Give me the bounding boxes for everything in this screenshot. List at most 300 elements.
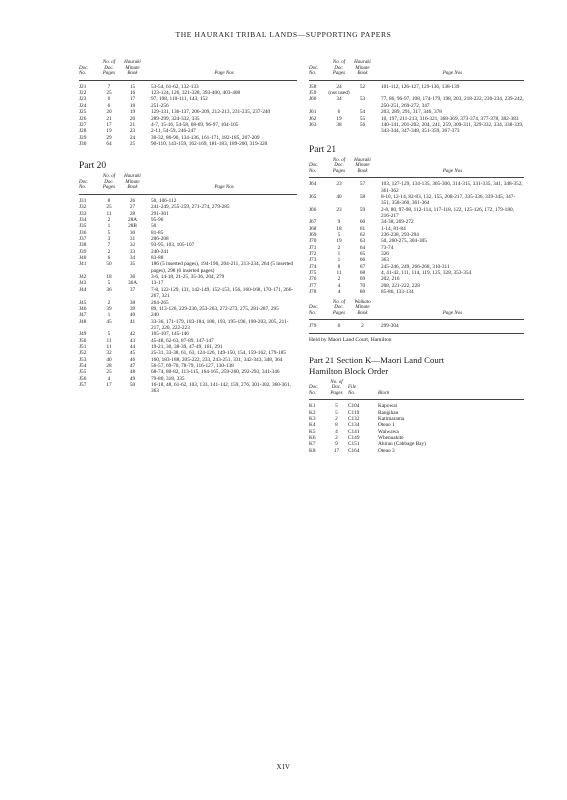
table-header [79, 60, 297, 78]
minute-book-cell: 21 [129, 121, 136, 128]
page-nos-cell: 2-11, 54-59, 246-247 [151, 128, 196, 135]
pages-cell: 19 [336, 238, 342, 245]
page-nos-cell: 208, 221-222, 228 [381, 282, 420, 289]
pages-cell: 40 [336, 194, 342, 200]
minute-book-cell: 80 [359, 289, 366, 296]
minute-book-cell: 18 [129, 102, 136, 109]
doc-no-cell: K3 [309, 416, 316, 423]
pages-cell: 19 [106, 128, 112, 135]
page-nos-cell: 206-208 [151, 236, 169, 243]
doc-no-cell: J73 [309, 257, 317, 264]
part-21-table [309, 181, 524, 295]
pages-cell: 17 [106, 381, 112, 388]
page-nos-cell: 3-6, 14-18, 21-25, 35-36, 204, 279 [151, 274, 225, 281]
page-nos-cell: 34-38, 269-272 [381, 219, 414, 226]
minute-book-cell: 59 [359, 206, 366, 213]
minute-book-cell: 23 [129, 128, 136, 135]
minute-book-cell: 50 [129, 381, 136, 388]
header-minute-book: Hauraki Minute Book [354, 157, 371, 174]
part-20-title: Part 20 [79, 161, 107, 172]
doc-no-cell: J45 [79, 299, 87, 306]
pages-cell: 5 [335, 403, 338, 410]
pages-cell: 2 [337, 276, 341, 283]
header-file-no: File No. [348, 385, 357, 396]
minute-book-cell: 40 [129, 312, 136, 319]
block-cell: Ahirau (Cabbage Bay) [378, 441, 426, 448]
minute-book-cell: 43 [129, 337, 136, 344]
file-no-cell: C151 [348, 441, 360, 448]
pages-cell: 34 [336, 96, 342, 103]
pages-cell: 5 [107, 229, 111, 236]
header-doc-no: Doc. No. [79, 65, 89, 77]
page-nos-cell: 8-10, 12-14, 82-83, 132, 155, 208-217, 335-336, 339-345, 347-351, 358-360, 361-364 [381, 194, 516, 207]
doc-no-cell: K4 [309, 422, 316, 429]
file-no-cell: C141 [348, 428, 360, 435]
table-row [79, 382, 297, 395]
doc-no-cell: J25 [79, 109, 87, 116]
page-nos-cell: 81-85 [151, 229, 164, 236]
pages-cell: 6 [337, 323, 341, 330]
doc-no-cell: J68 [309, 225, 317, 232]
right-top-table [309, 84, 524, 135]
page-nos-cell: 16-18, 48, 61-62, 103, 133, 141-142, 159, 276, 301-302, 360-361, 363 [151, 381, 291, 395]
header-page-nos: Page Nos [214, 185, 234, 191]
part-21-title: Part 21 [309, 144, 337, 155]
doc-no-cell: J58 [309, 83, 317, 90]
pages-cell: 6 [107, 96, 111, 103]
pages-cell: 21 [106, 115, 112, 122]
page-nos-cell: 19-21, 30, 38-39, 47-49, 161, 291 [151, 343, 223, 350]
doc-no-cell: J31 [79, 198, 87, 204]
page-nos-cell: 4, 41-42, 111, 114, 119, 125, 328, 353-354 [381, 270, 472, 277]
pages-cell: 3 [107, 236, 111, 243]
pages-cell: 5 [107, 280, 111, 287]
header-doc-no: Doc. No. [79, 179, 89, 191]
minute-book-cell: 70 [359, 282, 366, 289]
pages-cell: 9 [335, 441, 338, 448]
file-no-cell: C104 [348, 403, 360, 410]
page-nos-cell: 103, 127-129, 134-135, 305-306, 314-315, 331-335, 341, 348-352, 361-362 [381, 181, 523, 194]
block-cell: Rangihau [378, 409, 399, 416]
pages-cell: (not used) [328, 90, 350, 97]
minute-book-cell: 67 [359, 263, 366, 270]
block-cell: Whenuakite [378, 435, 404, 442]
doc-no-cell: J79 [309, 323, 317, 330]
doc-no-cell: J22 [79, 90, 87, 97]
left-top-table [79, 84, 297, 147]
file-no-cell: C134 [348, 422, 360, 429]
minute-book-cell: 66 [359, 257, 366, 264]
page-nos-cell: 83-88 [151, 255, 164, 262]
left-column [79, 60, 297, 395]
minute-book-cell: 16 [129, 90, 136, 97]
table-row [309, 96, 524, 109]
page-nos-cell: 7-8, 122-129, 131, 142-149, 152-153, 156, 160-168, 170-171, 266-267, 321 [151, 286, 294, 300]
minute-book-cell: 48 [129, 369, 136, 376]
pages-cell: 19 [336, 115, 342, 122]
doc-no-cell: J28 [79, 128, 87, 135]
doc-no-cell: J49 [79, 331, 87, 338]
minute-book-cell: 19 [129, 109, 136, 116]
table-row [79, 261, 297, 274]
doc-no-cell: J48 [79, 318, 87, 325]
doc-no-cell: K2 [309, 409, 316, 416]
minute-book-cell: 53 [359, 96, 366, 103]
minute-book-cell: 46 [129, 356, 136, 363]
pages-cell: 38 [336, 121, 342, 128]
minute-book-cell: 54 [359, 109, 366, 116]
doc-no-cell: J38 [79, 242, 87, 249]
doc-no-cell: J76 [309, 276, 317, 283]
doc-no-cell: J56 [79, 375, 87, 382]
page-nos-cell: 186 (5 inserted pages), 194-196, 204-211, 213-234, 264 (5 inserted pages), 298 (6 inserted pages) [151, 261, 294, 274]
doc-no-cell: J67 [309, 219, 317, 226]
doc-no-cell: J52 [79, 350, 87, 357]
table-row [309, 181, 524, 194]
pages-cell: 2 [107, 299, 111, 306]
minute-book-cell: 34 [129, 255, 136, 262]
header-pages: No. of Doc. Pages [332, 299, 346, 316]
doc-no-cell: J78 [309, 289, 317, 296]
part-20-table [79, 198, 297, 395]
pages-cell: 18 [336, 225, 342, 232]
minute-book-cell: 61 [359, 225, 366, 232]
doc-no-cell: J71 [309, 244, 317, 251]
header-doc-no: Doc. No. [309, 163, 319, 174]
page-nos-cell: 241-249, 255-259, 271-274, 279-285 [151, 204, 230, 211]
page-nos-cell: 236-238, 293-294 [381, 232, 419, 239]
pages-cell: 11 [336, 270, 342, 277]
pages-cell: 2 [337, 244, 341, 251]
pages-cell: 45 [106, 318, 112, 325]
doc-no-cell: J77 [309, 282, 317, 289]
minute-book-cell: 69 [359, 276, 366, 283]
pages-cell: 4 [107, 375, 111, 382]
minute-book-cell: 36 [129, 274, 136, 281]
pages-cell: 25 [106, 204, 112, 211]
doc-no-cell: J21 [79, 83, 87, 90]
page-number: XIV [276, 763, 291, 771]
page-nos-cell: 240-241 [151, 248, 169, 255]
minute-book-cell: 30 [129, 229, 136, 236]
header-page-nos: Page Nos [442, 71, 463, 77]
pages-cell: 8 [107, 198, 111, 204]
page-nos-cell: 85-86, 133-134 [381, 289, 414, 296]
table-row [79, 319, 297, 332]
page-nos-cell: 89, 113-126, 229-230, 253-263, 272-273, 275, 281-287, 295 [151, 305, 279, 312]
page-nos-cell: 93-95, 103, 105-107 [151, 242, 195, 249]
pages-cell: 24 [336, 83, 342, 90]
page-nos-cell: 50, 106-112 [151, 198, 177, 204]
pages-cell: 7 [107, 242, 111, 249]
page-nos-cell: 291-301 [151, 210, 169, 217]
minute-book-cell: 35 [129, 261, 136, 268]
page-nos-cell: 245-246, 249, 266-268, 310-311 [381, 263, 450, 270]
doc-no-cell: J34 [79, 217, 87, 224]
page-nos-cell: 101-112, 126-127, 129-136, 138-139 [381, 83, 460, 90]
minute-book-cell: 62 [359, 232, 366, 239]
page-nos-cell: 264-265 [151, 299, 169, 306]
page-nos-cell: 202, 216 [381, 276, 400, 283]
page-nos-cell: 50 [151, 223, 157, 230]
held-note: Held by Maori Land Court, Hamilton [309, 336, 392, 343]
pages-cell: 18 [106, 274, 112, 281]
doc-no-cell: J36 [79, 229, 87, 236]
page-nos-cell: 77, 86, 96-97, 108, 174-179, 198, 203, 218-222, 230-234, 239-242, 250-251, 269-272, 347 [381, 96, 524, 109]
header-pages: No. of Doc. Pages [102, 60, 116, 77]
minute-book-cell: 41 [129, 318, 136, 325]
page-nos-cell: 25-31, 33-38, 61, 63, 124-126, 149-150, 154, 159-162, 179-185 [151, 350, 287, 357]
pages-cell: 9 [337, 219, 341, 226]
header-rule [309, 80, 524, 81]
header-minute-book: Hauraki Minute Book [354, 60, 371, 77]
table-header-section-k [309, 380, 524, 398]
page-nos-cell: 105-107, 145-146 [151, 331, 189, 338]
doc-no-cell: J55 [79, 369, 87, 376]
pages-cell: 1 [337, 257, 341, 264]
header-minute-book: Hauraki Minute Book [124, 174, 141, 191]
doc-no-cell: J51 [79, 343, 87, 350]
header-rule [79, 80, 297, 81]
doc-no-cell: K8 [309, 447, 316, 454]
file-no-cell: C132 [348, 416, 360, 423]
minute-book-cell: 68 [359, 270, 366, 277]
page-nos-cell: 68-74, 80-82, 113-115, 164-165, 259-260, 292-293, 341-346 [151, 369, 280, 376]
page-nos-cell: 33-36, 171-179, 183-184, 188, 193, 195-196, 198-203, 205, 211-217, 220, 222-223 [151, 318, 289, 331]
block-cell: Waiwawa [378, 428, 399, 435]
doc-no-cell: J23 [79, 96, 87, 103]
page-nos-cell: 30-32, 86-90, 134-136, 161-171, 182-185, 207-209 [151, 134, 260, 141]
minute-book-cell: 52 [359, 83, 366, 90]
page-nos-cell: 326 [381, 251, 389, 258]
page-nos-cell: 97, 108, 110-111, 143, 152 [151, 96, 208, 103]
minute-book-cell: 47 [129, 362, 136, 369]
doc-no-cell: J62 [309, 115, 317, 122]
doc-no-cell: J70 [309, 238, 317, 245]
table-row [309, 194, 524, 207]
doc-no-cell: J27 [79, 121, 87, 128]
pages-cell: 32 [106, 350, 112, 357]
page-nos-cell: 140-141, 201-202, 204, 241, 259, 309-311, 329-332, 334, 338-339, 343-344, 347-348, 351-359, 367-373 [381, 121, 524, 135]
doc-no-cell: J40 [79, 255, 87, 262]
doc-no-cell: J46 [79, 305, 87, 312]
file-no-cell: C119 [348, 409, 360, 416]
doc-no-cell: J26 [79, 115, 87, 122]
header-pages: No. of Doc. Pages [330, 379, 343, 396]
header-doc-no: Doc. No. [309, 305, 319, 316]
doc-no-cell: J74 [309, 263, 317, 270]
minute-book-cell: 36A [127, 280, 138, 287]
minute-book-cell: 55 [359, 115, 366, 122]
header-page-nos: Page Nos [442, 310, 463, 316]
minute-book-cell: 56 [359, 121, 366, 128]
header-rule [309, 319, 524, 320]
block-cell: Katimarama [378, 416, 405, 423]
pages-cell: 8 [337, 263, 341, 270]
minute-book-cell: 31 [129, 236, 136, 243]
table-row [79, 141, 297, 147]
header-page-nos: Page Nos [442, 168, 463, 174]
doc-no-cell: J35 [79, 223, 87, 230]
page-nos-cell: 50, 260-275, 304-305 [381, 238, 427, 245]
header-pages: No. of Doc. Pages [332, 60, 346, 77]
waikato-table [309, 323, 524, 329]
pages-cell: 8 [335, 422, 338, 429]
page-nos-cell: 299-304 [381, 323, 399, 330]
pages-cell: 25 [106, 369, 112, 376]
pages-cell: 1 [107, 312, 111, 319]
header-page-nos: Page Nos [214, 71, 234, 77]
running-head: THE HAURAKI TRIBAL LANDS—SUPPORTING PAPERS [175, 30, 392, 39]
doc-no-cell: J32 [79, 204, 87, 211]
table-row [309, 207, 524, 220]
pages-cell: 2 [335, 435, 338, 442]
doc-no-cell: J63 [309, 121, 317, 128]
pages-cell: 4 [335, 428, 338, 435]
doc-no-cell: J64 [309, 181, 317, 188]
table-row [79, 287, 297, 300]
doc-no-cell: K7 [309, 441, 316, 448]
minute-book-cell: 49 [129, 375, 136, 382]
header-pages: No. of Doc. Pages [332, 157, 346, 174]
minute-book-cell: 20 [129, 115, 136, 122]
doc-no-cell: J72 [309, 251, 317, 258]
pages-cell: 17 [333, 447, 340, 454]
minute-book-cell: 32 [129, 242, 136, 249]
minute-book-cell: 39 [129, 305, 136, 312]
page-nos-cell: 160, 183-188, 205-222, 233, 243-251, 331, 342-343, 348, 364 [151, 356, 283, 363]
page-nos-cell: 240 [151, 312, 159, 319]
minute-book-cell: 38 [129, 299, 136, 306]
minute-book-cell: 33 [129, 248, 136, 255]
file-no-cell: C164 [348, 447, 360, 454]
pages-cell: 23 [336, 206, 342, 213]
page-nos-cell: 13-17 [151, 280, 164, 287]
note-rule [309, 333, 524, 334]
minute-book-cell: 25 [129, 140, 136, 147]
pages-cell: 25 [106, 90, 112, 97]
minute-book-cell: 64 [359, 244, 366, 251]
minute-book-cell: 15 [129, 83, 136, 90]
header-pages: No. of Doc. Pages [102, 174, 116, 191]
table-row [309, 448, 524, 454]
pages-cell: 29 [106, 134, 112, 141]
page-nos-cell: 2-8, 80, 97-98, 112-114, 117-118, 122, 125-126, 172, 179-180, 216-217 [381, 206, 514, 220]
pages-cell: 1 [337, 251, 341, 258]
doc-no-cell: J69 [309, 232, 317, 239]
header-waikato-minute-book: Waikato Minute Book [354, 299, 371, 316]
pages-cell: 5 [107, 331, 111, 338]
doc-no-cell: J33 [79, 210, 87, 217]
header-doc-no: Doc. No. [309, 65, 319, 77]
pages-cell: 40 [106, 356, 112, 363]
pages-cell: 50 [106, 261, 112, 268]
file-no-cell: C149 [348, 435, 360, 442]
pages-cell: 11 [106, 210, 112, 217]
page-nos-cell: 53-54, 61-62, 132-133 [151, 83, 199, 90]
page-nos-cell: 203, 289, 291, 317, 346, 378 [381, 109, 442, 116]
page-nos-cell: 90-110, 143-159, 162-169, 181-183, 189-200, 319-320 [151, 140, 268, 147]
pages-cell: 36 [106, 286, 112, 293]
pages-cell: 2 [335, 416, 338, 423]
doc-no-cell: K6 [309, 435, 316, 442]
pages-cell: 1 [107, 223, 111, 230]
section-k-table [309, 403, 524, 454]
page-nos-cell: 10, 197, 211-213, 316-321, 368-369, 373-374, 377-378, 382-383 [381, 115, 519, 122]
minute-book-cell: 28B [128, 223, 137, 230]
doc-no-cell: K1 [309, 403, 316, 410]
minute-book-cell: 42 [129, 331, 136, 338]
block-cell: Oteao 1 [378, 422, 395, 429]
doc-no-cell: J50 [79, 337, 87, 344]
table-row [309, 323, 524, 329]
doc-no-cell: J43 [79, 280, 87, 287]
pages-cell: 6 [107, 102, 111, 109]
table-row [309, 122, 524, 135]
right-column [309, 60, 524, 454]
doc-no-cell: J41 [79, 261, 87, 268]
minute-book-cell: 17 [129, 96, 136, 103]
page-nos-cell: 251-256 [151, 102, 169, 109]
pages-cell: 4 [337, 289, 341, 296]
page-nos-cell: 363 [381, 257, 389, 264]
doc-no-cell: J57 [79, 381, 87, 388]
pages-cell: 11 [106, 337, 112, 344]
pages-cell: 7 [107, 83, 111, 90]
doc-no-cell: J47 [79, 312, 87, 319]
pages-cell: 2 [107, 248, 111, 255]
pages-cell: 6 [107, 255, 111, 262]
doc-no-cell: J39 [79, 248, 87, 255]
doc-no-cell: J54 [79, 362, 87, 369]
header-minute-book: Hauraki Minute Book [124, 60, 141, 77]
minute-book-cell: 44 [129, 343, 136, 350]
pages-cell: 17 [106, 121, 112, 128]
page-nos-cell: 95-96 [151, 217, 164, 224]
pages-cell: 23 [336, 181, 342, 188]
header-doc-no: Doc. No. [309, 385, 319, 396]
doc-no-cell: J29 [79, 134, 87, 141]
table-row [309, 289, 524, 295]
doc-no-cell: K5 [309, 428, 316, 435]
doc-no-cell: J75 [309, 270, 317, 277]
page-nos-cell: 79-80, 318, 335 [151, 375, 185, 382]
doc-no-cell: J37 [79, 236, 87, 243]
header-rule [309, 177, 524, 178]
doc-no-cell: J60 [309, 96, 317, 103]
block-cell: Kapowai [378, 403, 398, 410]
minute-book-cell: 28 [129, 210, 136, 217]
doc-no-cell: J65 [309, 194, 317, 200]
header-block: Block [378, 390, 390, 396]
minute-book-cell: 57 [359, 181, 366, 188]
pages-cell: 6 [337, 109, 341, 116]
minute-book-cell: 28A [127, 217, 138, 224]
page-nos-cell: 129-131, 136-137, 206-209, 212-213, 231-235, 237-240 [151, 109, 271, 116]
page-nos-cell: 4-7, 15-16, 54-58, 68-69, 96-97, 104-105 [151, 121, 239, 128]
minute-book-cell: 24 [129, 134, 136, 141]
pages-cell: 39 [106, 305, 112, 312]
table-header [309, 158, 524, 176]
minute-book-cell: 58 [359, 194, 366, 200]
page-nos-cell: 123-124, 126, 321-328, 393-400, 403-408 [151, 90, 241, 97]
table-header [309, 60, 524, 78]
page-nos-cell: 289-299, 324-332, 335 [151, 115, 200, 122]
table-header [79, 174, 297, 192]
minute-book-cell: 2 [361, 323, 364, 330]
doc-no-cell: J24 [79, 102, 87, 109]
section-k-title-line2: Hamilton Block Order [309, 365, 389, 376]
